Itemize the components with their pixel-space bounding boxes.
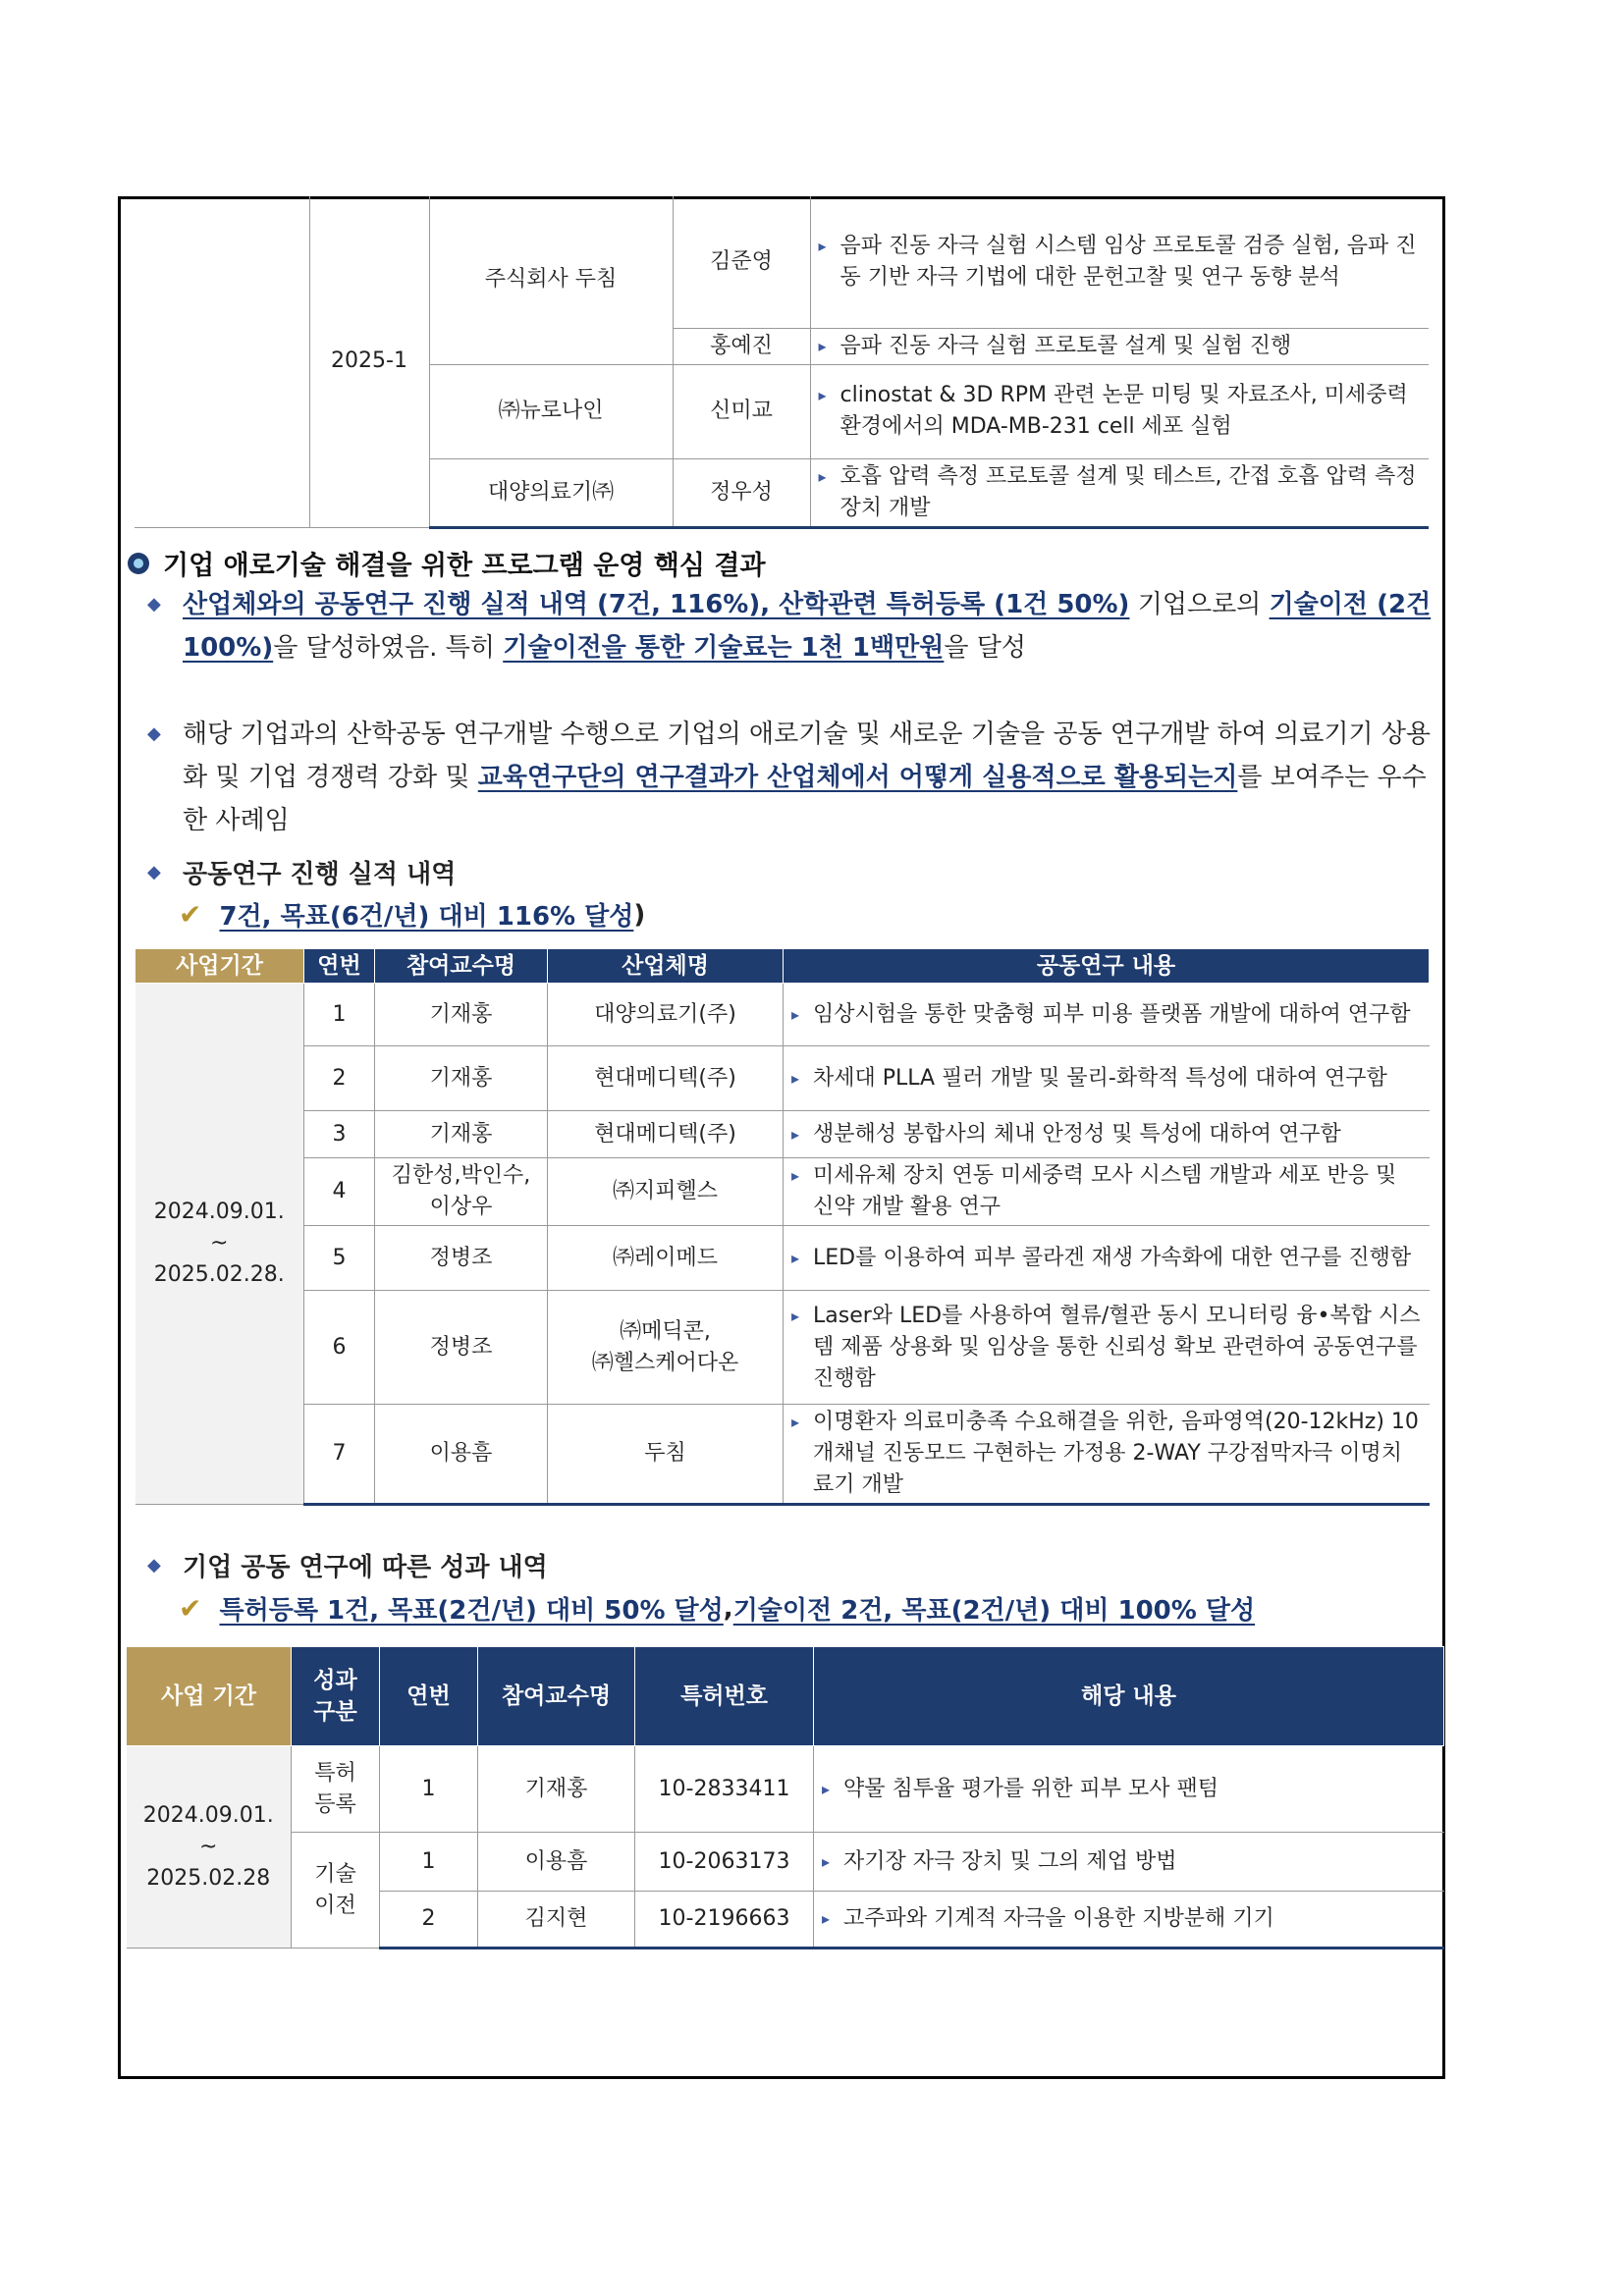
period-cell: 2024.09.01. ~ 2025.02.28 — [127, 1746, 292, 1949]
no-cell: 2 — [380, 1892, 478, 1949]
target-circle-icon — [128, 553, 149, 574]
content-cell: ▸ LED를 이용하여 피부 콜라겐 재생 가속화에 대한 연구를 진행함 — [784, 1226, 1430, 1291]
company-cell: ㈜메딕콘, ㈜헬스케어다온 — [548, 1291, 784, 1405]
joint-research-summary: ✔ 7건, 목표(6건/년) 대비 116% 달성 ) — [179, 898, 646, 932]
col-header-content: 해당 내용 — [814, 1647, 1444, 1746]
company-cell: 현대메디텍(주) — [548, 1046, 784, 1111]
no-cell: 4 — [304, 1158, 375, 1226]
professor-cell: 이용흠 — [375, 1405, 548, 1505]
col-header-company: 산업체명 — [548, 949, 784, 984]
content-cell: ▸ 임상시험을 통한 맞춤형 피부 미용 플랫폼 개발에 대하여 연구함 — [784, 984, 1430, 1046]
content-cell: ▸ 약물 침투율 평가를 위한 피부 모사 팬텀 — [814, 1746, 1444, 1833]
col-header-type: 성과 구분 — [292, 1647, 380, 1746]
patent-cell: 10-2196663 — [635, 1892, 814, 1949]
diamond-bullet-icon: ◆ — [147, 862, 161, 882]
name-cell: 정우성 — [673, 458, 810, 527]
joint-research-heading: ◆ 공동연구 진행 실적 내역 — [147, 860, 457, 889]
content-cell: ▸ clinostat & 3D RPM 관련 논문 미팅 및 자료조사, 미세중력 환경에서의 MDA-MB-231 cell 세포 실험 — [810, 364, 1429, 458]
professor-cell: 정병조 — [375, 1226, 548, 1291]
student-activity-table — [135, 196, 1429, 529]
arrow-bullet-icon: ▸ — [818, 466, 827, 486]
arrow-bullet-icon: ▸ — [818, 236, 827, 255]
no-cell: 2 — [304, 1046, 375, 1111]
company-cell: ㈜뉴로나인 — [429, 364, 673, 458]
blank-cell — [135, 196, 309, 527]
content-cell: ▸ 자기장 자극 장치 및 그의 제업 방법 — [814, 1833, 1444, 1892]
company-cell: 두침 — [548, 1405, 784, 1505]
name-cell: 김준영 — [673, 196, 810, 328]
content-cell: ▸ 미세유체 장치 연동 미세중력 모사 시스템 개발과 세포 반응 및 신약 개발 활용 연구 — [784, 1158, 1430, 1226]
no-cell: 1 — [304, 984, 375, 1046]
no-cell: 3 — [304, 1111, 375, 1158]
section-heading: 기업 애로기술 해결을 위한 프로그램 운영 핵심 결과 — [128, 544, 766, 582]
diamond-bullet-icon: ◆ — [147, 594, 161, 614]
arrow-bullet-icon: ▸ — [791, 1248, 800, 1267]
professor-cell: 김한성,박인수,이상우 — [375, 1158, 548, 1226]
arrow-bullet-icon: ▸ — [791, 1413, 800, 1431]
patent-cell: 10-2063173 — [635, 1833, 814, 1892]
col-header-no: 연번 — [304, 949, 375, 984]
arrow-bullet-icon: ▸ — [791, 1306, 800, 1325]
professor-cell: 기재홍 — [375, 1111, 548, 1158]
content-cell: ▸ 고주파와 기계적 자극을 이용한 지방분해 기기 — [814, 1892, 1444, 1949]
performance-summary: ✔ 특허등록 1건, 목표(2건/년) 대비 50% 달성 , 기술이전 2건, 목표(2건/년) 대비 100% 달성 — [179, 1592, 1256, 1626]
professor-cell: 정병조 — [375, 1291, 548, 1405]
period-cell: 2024.09.01. ~ 2025.02.28. — [135, 984, 304, 1505]
col-header-period: 사업 기간 — [127, 1647, 292, 1746]
name-cell: 신미교 — [673, 364, 810, 458]
content-cell: ▸ 이명환자 의료미충족 수요해결을 위한, 음파영역(20-12kHz) 10개채널 진동모드 구현하는 가정용 2-WAY 구강점막자극 이명치료기 개발 — [784, 1405, 1430, 1505]
col-header-period: 사업기간 — [135, 949, 304, 984]
content-cell: ▸ Laser와 LED를 사용하여 혈류/혈관 동시 모니터링 융•복합 시스템 제품 상용화 및 임상을 통한 신뢰성 확보 관련하여 공동연구를 진행함 — [784, 1291, 1430, 1405]
arrow-bullet-icon: ▸ — [818, 336, 827, 355]
no-cell: 5 — [304, 1226, 375, 1291]
col-header-content: 공동연구 내용 — [784, 949, 1430, 984]
content-cell: ▸ 차세대 PLLA 필러 개발 및 물리-화학적 특성에 대하여 연구함 — [784, 1046, 1430, 1111]
no-cell: 7 — [304, 1405, 375, 1505]
company-cell: 주식회사 두침 — [429, 196, 673, 364]
diamond-bullet-icon: ◆ — [147, 723, 161, 744]
arrow-bullet-icon: ▸ — [791, 1068, 800, 1088]
arrow-bullet-icon: ▸ — [791, 1004, 800, 1024]
arrow-bullet-icon: ▸ — [818, 386, 827, 404]
content-cell: ▸ 호흡 압력 측정 프로토콜 설계 및 테스트, 간접 호흡 압력 측정 장치 개발 — [810, 458, 1429, 527]
patent-cell: 10-2833411 — [635, 1746, 814, 1833]
joint-research-table — [135, 948, 1430, 1506]
company-cell: 대양의료기㈜ — [429, 458, 673, 527]
col-header-professor: 참여교수명 — [478, 1647, 635, 1746]
section-paragraph-2: ◆ 해당 기업과의 산학공동 연구개발 수행으로 기업의 애로기술 및 새로운 기술을 공동 연구개발 하여 의료기기 상용화 및 기업 경쟁력 강화 및 교육연구단의 연구결과가 산업체에서 어떻게 실용적으로 활용되는지를 보여주는 우수한 사례임 — [147, 713, 1434, 842]
name-cell: 홍예진 — [673, 328, 810, 364]
type-cell: 기술 이전 — [292, 1833, 380, 1949]
performance-table — [126, 1646, 1444, 1949]
company-cell: ㈜지피헬스 — [548, 1158, 784, 1226]
type-cell: 특허 등록 — [292, 1746, 380, 1833]
professor-cell: 김지현 — [478, 1892, 635, 1949]
arrow-bullet-icon: ▸ — [822, 1851, 831, 1871]
professor-cell: 이용흠 — [478, 1833, 635, 1892]
content-cell: ▸ 음파 진동 자극 실험 프로토콜 설계 및 실험 진행 — [810, 328, 1429, 364]
col-header-no: 연번 — [380, 1647, 478, 1746]
content-cell: ▸ 생분해성 봉합사의 체내 안정성 및 특성에 대하여 연구함 — [784, 1111, 1430, 1158]
company-cell: 대양의료기(주) — [548, 984, 784, 1046]
arrow-bullet-icon: ▸ — [822, 1909, 831, 1928]
arrow-bullet-icon: ▸ — [791, 1124, 800, 1144]
professor-cell: 기재홍 — [375, 1046, 548, 1111]
diamond-bullet-icon: ◆ — [147, 1555, 161, 1575]
content-cell: ▸ 음파 진동 자극 실험 시스템 임상 프로토콜 검증 실험, 음파 진동 기반 자극 기법에 대한 문헌고찰 및 연구 동향 분석 — [810, 196, 1429, 328]
section-paragraph-1: ◆ 산업체와의 공동연구 진행 실적 내역 (7건, 116%), 산학관련 특허등록 (1건 50%) 기업으로의 기술이전 (2건 100%)을 달성하였음. 특히 기술이전을 통한 기술료는 1천 1백만원을 달성 — [147, 583, 1434, 669]
arrow-bullet-icon: ▸ — [791, 1166, 800, 1185]
checkmark-icon: ✔ — [179, 1592, 202, 1625]
col-header-professor: 참여교수명 — [375, 949, 548, 984]
arrow-bullet-icon: ▸ — [822, 1779, 831, 1798]
no-cell: 1 — [380, 1833, 478, 1892]
col-header-patent: 특허번호 — [635, 1647, 814, 1746]
company-cell: 현대메디텍(주) — [548, 1111, 784, 1158]
no-cell: 1 — [380, 1746, 478, 1833]
performance-heading: ◆ 기업 공동 연구에 따른 성과 내역 — [147, 1553, 548, 1582]
professor-cell: 기재홍 — [478, 1746, 635, 1833]
no-cell: 6 — [304, 1291, 375, 1405]
checkmark-icon: ✔ — [179, 898, 202, 931]
company-cell: ㈜레이메드 — [548, 1226, 784, 1291]
professor-cell: 기재홍 — [375, 984, 548, 1046]
period-cell: 2025-1 — [309, 196, 429, 527]
